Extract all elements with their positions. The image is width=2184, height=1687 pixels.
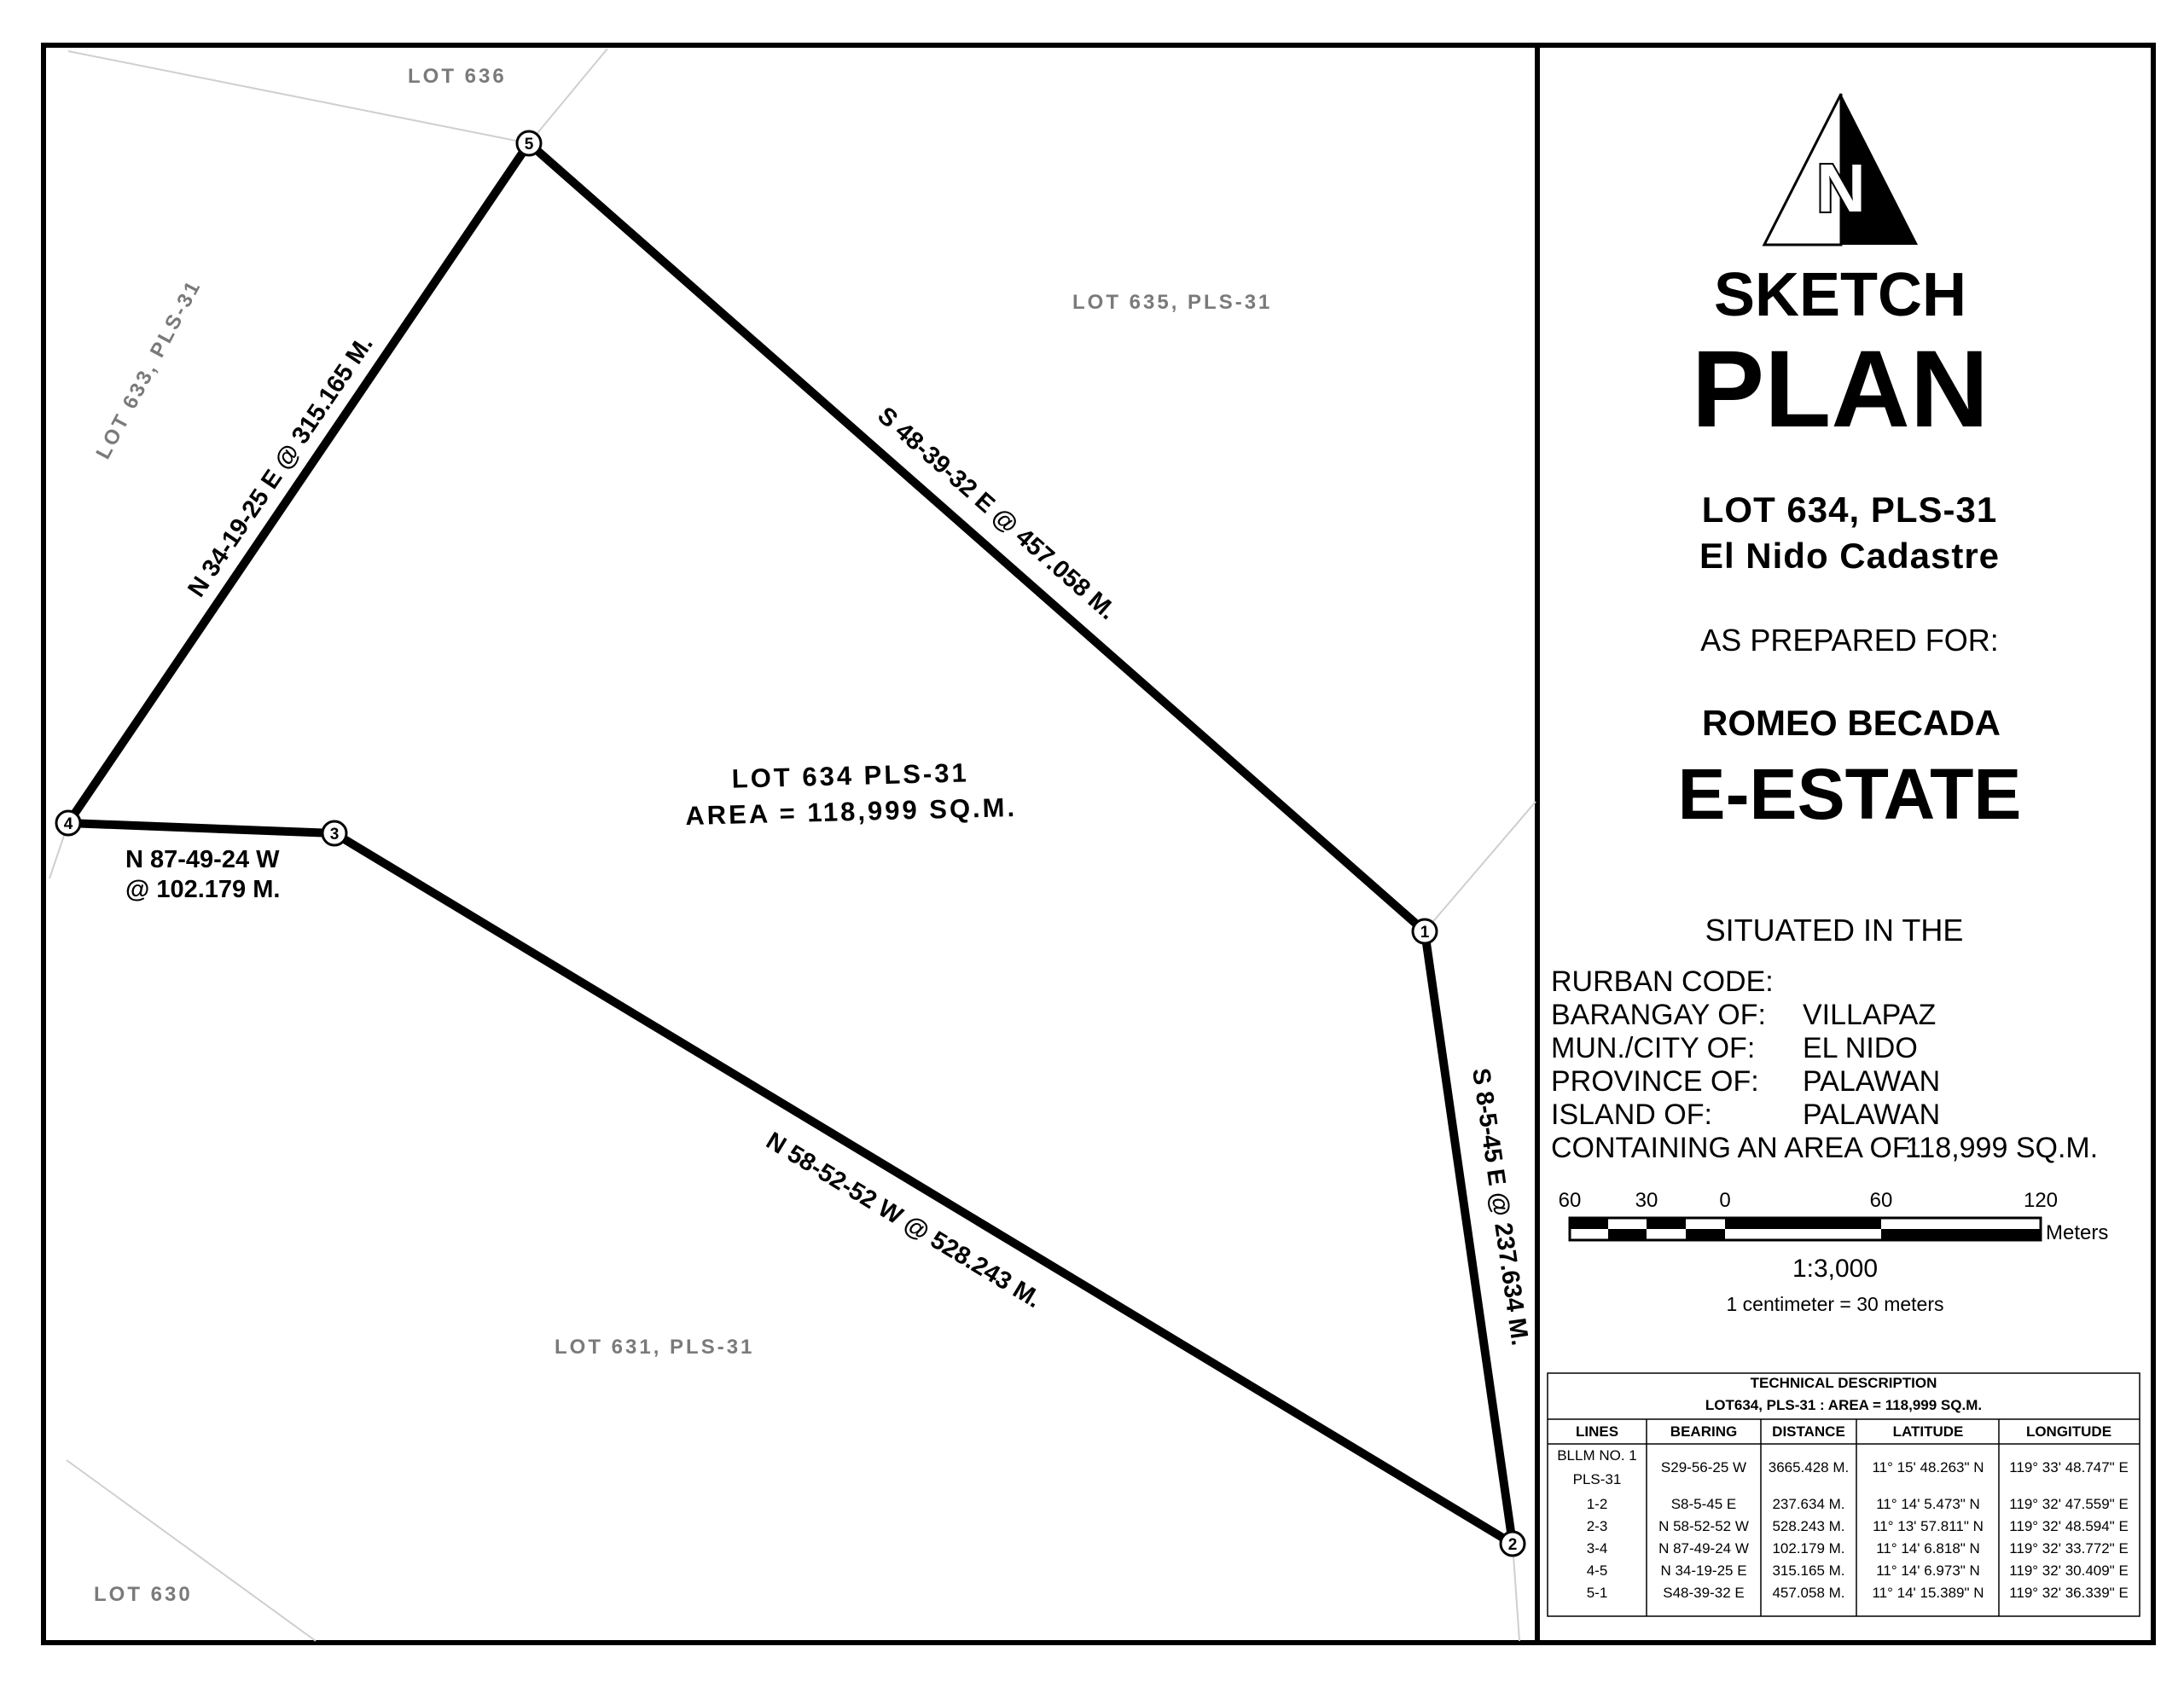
scale-label-60: 60 bbox=[1869, 1189, 1893, 1212]
svg-text:11° 13' 57.811" N: 11° 13' 57.811" N bbox=[1873, 1518, 1984, 1534]
svg-text:237.634 M.: 237.634 M. bbox=[1772, 1496, 1845, 1512]
svg-text:4-5: 4-5 bbox=[1586, 1562, 1608, 1579]
svg-text:119° 32' 30.409" E: 119° 32' 30.409" E bbox=[2009, 1562, 2129, 1579]
boundary-line-4-5 bbox=[68, 143, 529, 823]
td-header-latitude: LATITUDE bbox=[1892, 1423, 1964, 1440]
location-value-province: PALAWAN bbox=[1803, 1065, 1941, 1098]
lot-631-label: LOT 631, PLS-31 bbox=[555, 1336, 755, 1359]
svg-text:11° 14' 6.973" N: 11° 14' 6.973" N bbox=[1876, 1562, 1980, 1579]
scale-label-60-left: 60 bbox=[1558, 1189, 1582, 1212]
technical-description-table bbox=[1548, 1373, 2140, 1616]
svg-text:119° 33' 48.747" E: 119° 33' 48.747" E bbox=[2009, 1459, 2129, 1475]
td-header-lines: LINES bbox=[1575, 1423, 1619, 1440]
title-sketch: SKETCH bbox=[1713, 261, 1967, 329]
lot-636-label: LOT 636 bbox=[408, 65, 507, 88]
location-details bbox=[1551, 965, 2098, 1164]
svg-text:102.179 M.: 102.179 M. bbox=[1772, 1540, 1845, 1557]
neighbor-line-635-east bbox=[1425, 802, 1536, 931]
svg-text:3: 3 bbox=[329, 826, 340, 844]
svg-text:457.058 M.: 457.058 M. bbox=[1772, 1585, 1845, 1601]
scale-label-0: 0 bbox=[1719, 1189, 1731, 1212]
boundary-line-2-3 bbox=[334, 833, 1513, 1544]
cadastre-name: El Nido Cadastre bbox=[1699, 536, 2001, 576]
svg-text:N 34-19-25 E: N 34-19-25 E bbox=[1660, 1562, 1747, 1579]
location-value-municipality: EL NIDO bbox=[1803, 1032, 1918, 1064]
title-block bbox=[1548, 94, 2140, 1616]
lot-633-label: LOT 633, PLS-31 bbox=[91, 275, 206, 463]
owner-name: ROMEO BECADA bbox=[1701, 703, 2001, 743]
lot-designation: LOT 634, PLS-31 bbox=[1701, 490, 1998, 530]
location-label-municipality: MUN./CITY OF: bbox=[1551, 1032, 1756, 1064]
svg-text:N 87-49-24 W: N 87-49-24 W bbox=[1658, 1540, 1749, 1557]
svg-text:11° 14' 5.473" N: 11° 14' 5.473" N bbox=[1876, 1496, 1980, 1512]
prepared-for-label: AS PREPARED FOR: bbox=[1700, 623, 1999, 658]
station-4 bbox=[56, 811, 80, 835]
svg-text:S48-39-32 E: S48-39-32 E bbox=[1663, 1585, 1745, 1601]
location-value-island: PALAWAN bbox=[1803, 1099, 1941, 1131]
bearing-label-5-1: S 48-39-32 E @ 457.058 M. bbox=[872, 402, 1122, 626]
scale-bar bbox=[1559, 1189, 2109, 1315]
svg-text:5: 5 bbox=[524, 136, 534, 154]
location-label-rurban: RURBAN CODE: bbox=[1551, 965, 1774, 998]
bearing-label-4-5: N 34-19-25 E @ 315.165 M. bbox=[183, 331, 379, 602]
scale-unit: Meters bbox=[2046, 1221, 2109, 1244]
svg-text:4: 4 bbox=[63, 815, 73, 833]
scale-label-30: 30 bbox=[1635, 1189, 1658, 1212]
neighbor-boundaries bbox=[49, 49, 1536, 1641]
svg-text:3665.428 M.: 3665.428 M. bbox=[1768, 1459, 1850, 1475]
bearing-label-2-3: N 58-52-52 W @ 528.243 M. bbox=[761, 1127, 1046, 1314]
svg-text:PLS-31: PLS-31 bbox=[1572, 1471, 1622, 1487]
bearing-label-3-4-line1: N 87-49-24 W bbox=[125, 846, 280, 873]
bearing-label-1-2: S 8-5-45 E @ 237.634 M. bbox=[1467, 1066, 1534, 1348]
svg-text:315.165 M.: 315.165 M. bbox=[1772, 1562, 1845, 1579]
location-label-area: CONTAINING AN AREA OF: bbox=[1551, 1132, 1919, 1164]
estate-name: E-ESTATE bbox=[1677, 754, 2022, 834]
boundary-line-3-4 bbox=[68, 823, 334, 833]
lot-634-boundary bbox=[68, 143, 1513, 1544]
location-value-barangay: VILLAPAZ bbox=[1803, 999, 1937, 1031]
svg-text:1-2: 1-2 bbox=[1586, 1496, 1608, 1512]
svg-text:11° 14' 15.389" N: 11° 14' 15.389" N bbox=[1872, 1585, 1984, 1601]
svg-text:119° 32' 33.772" E: 119° 32' 33.772" E bbox=[2009, 1540, 2129, 1557]
svg-text:119° 32' 36.339" E: 119° 32' 36.339" E bbox=[2009, 1585, 2129, 1601]
svg-text:BLLM NO. 1: BLLM NO. 1 bbox=[1557, 1447, 1637, 1464]
map-area bbox=[49, 49, 1536, 1641]
svg-text:11° 14' 6.818" N: 11° 14' 6.818" N bbox=[1876, 1540, 1980, 1557]
svg-text:3-4: 3-4 bbox=[1586, 1540, 1608, 1557]
neighbor-line-630 bbox=[67, 1460, 316, 1641]
scale-equivalence: 1 centimeter = 30 meters bbox=[1726, 1293, 1944, 1315]
neighbor-line-636-east bbox=[529, 49, 607, 143]
td-header-bearing: BEARING bbox=[1670, 1423, 1738, 1440]
svg-text:S8-5-45 E: S8-5-45 E bbox=[1670, 1496, 1737, 1512]
svg-text:119° 32' 47.559" E: 119° 32' 47.559" E bbox=[2009, 1496, 2129, 1512]
td-subtitle: LOT634, PLS-31 : AREA = 118,999 SQ.M. bbox=[1705, 1397, 1983, 1413]
scale-ratio: 1:3,000 bbox=[1792, 1255, 1879, 1283]
lot-630-label: LOT 630 bbox=[94, 1583, 193, 1606]
svg-text:2: 2 bbox=[1507, 1536, 1518, 1554]
lot-635-label: LOT 635, PLS-31 bbox=[1072, 291, 1273, 314]
neighbor-line-631-south bbox=[1513, 1544, 1519, 1641]
svg-text:11° 15' 48.263" N: 11° 15' 48.263" N bbox=[1872, 1459, 1984, 1475]
title-plan: PLAN bbox=[1691, 328, 1989, 450]
td-header-distance: DISTANCE bbox=[1772, 1423, 1845, 1440]
svg-text:119° 32' 48.594" E: 119° 32' 48.594" E bbox=[2009, 1518, 2129, 1534]
station-1 bbox=[1413, 919, 1437, 943]
svg-text:N: N bbox=[1816, 150, 1866, 226]
location-label-island: ISLAND OF: bbox=[1551, 1099, 1712, 1131]
svg-text:2-3: 2-3 bbox=[1586, 1518, 1608, 1534]
station-3 bbox=[322, 821, 346, 845]
bearing-label-3-4-line2: @ 102.179 M. bbox=[125, 876, 281, 903]
station-2 bbox=[1501, 1532, 1525, 1556]
north-arrow-icon bbox=[1764, 94, 1918, 245]
location-value-area: 118,999 SQ.M. bbox=[1905, 1132, 2099, 1164]
td-header-longitude: LONGITUDE bbox=[2025, 1423, 2112, 1440]
svg-text:528.243 M.: 528.243 M. bbox=[1772, 1518, 1845, 1534]
lot-area-value: AREA = 118,999 SQ.M. bbox=[684, 791, 1018, 832]
svg-text:N 58-52-52 W: N 58-52-52 W bbox=[1658, 1518, 1749, 1534]
scale-label-120: 120 bbox=[2023, 1189, 2059, 1212]
lot-area-title: LOT 634 PLS-31 bbox=[731, 757, 970, 794]
svg-text:5-1: 5-1 bbox=[1586, 1585, 1608, 1601]
location-label-barangay: BARANGAY OF: bbox=[1551, 999, 1766, 1031]
svg-text:1: 1 bbox=[1420, 924, 1430, 942]
svg-text:S29-56-25 W: S29-56-25 W bbox=[1660, 1459, 1747, 1475]
situated-label: SITUATED IN THE bbox=[1705, 913, 1964, 948]
station-5 bbox=[517, 131, 541, 155]
td-title: TECHNICAL DESCRIPTION bbox=[1750, 1375, 1937, 1391]
location-label-province: PROVINCE OF: bbox=[1551, 1065, 1759, 1098]
